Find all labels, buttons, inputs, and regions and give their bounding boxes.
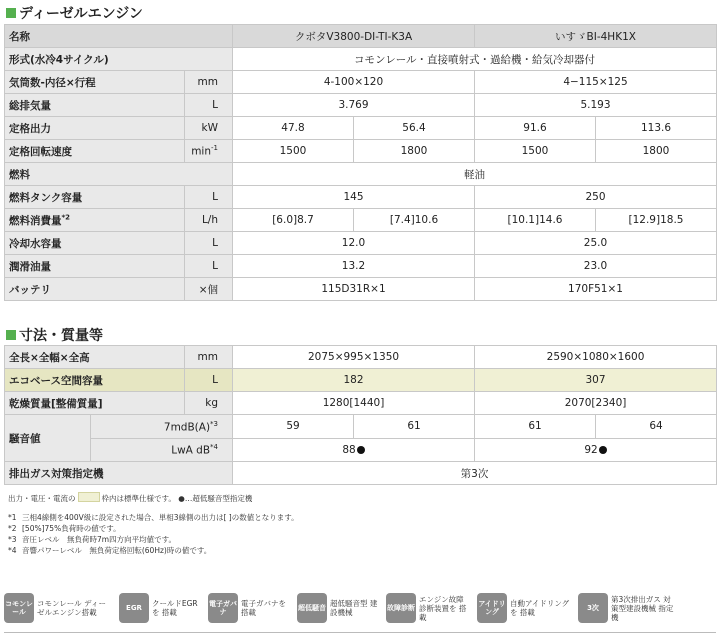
row-label-cylinders: 気筒数-内径×行程: [5, 71, 185, 94]
model-1-name: クボタV3800-DI-TI-K3A: [233, 25, 475, 48]
value-cell: [12.9]18.5: [596, 209, 717, 232]
diagnosis-icon: 故障診断: [386, 593, 416, 623]
row-label-eco-base: エコベース空間容量: [5, 369, 185, 392]
table-row: [5, 117, 717, 140]
unit-cell: kW: [185, 117, 233, 140]
footnotes: [8, 492, 299, 556]
table-row: [5, 346, 717, 369]
low-noise-dot-icon: [599, 446, 607, 454]
value-cell: [7.4]10.6: [354, 209, 475, 232]
egr-icon: EGR: [119, 593, 149, 623]
value-cell: 4-100×120: [233, 71, 475, 94]
table-row: [5, 140, 717, 163]
feature-diagnosis: 故障診断 エンジン故障 診断装置を 搭載: [387, 594, 467, 622]
value-cell: 25.0: [475, 232, 717, 255]
common-rail-icon: コモンレール: [4, 593, 34, 623]
dimension-spec-table: [4, 345, 717, 485]
row-label-type: 形式(水冷4サイクル): [5, 48, 233, 71]
feature-icons-row: [4, 588, 716, 628]
footnote-item: *1 三相4線側を400V級に設定された場合、単相3線側の出力は[ ]の数値となります。: [8, 513, 299, 522]
unit-text: 7mdB(A): [163, 421, 211, 433]
unit-cell: L: [185, 255, 233, 278]
row-label-fuel-tank: 燃料タンク容量: [5, 186, 185, 209]
feature-low-noise: 超低騒音 超低騒音型 建設機械: [297, 593, 378, 623]
governor-icon: 電子ガバナ: [208, 593, 238, 623]
row-label-noise: 騒音値: [5, 415, 91, 462]
section-square-icon: [6, 8, 16, 18]
feature-common-rail: コモンレール コモンレール ディーゼルエンジン搭載: [4, 593, 111, 623]
unit-cell: L: [185, 186, 233, 209]
table-row: [5, 48, 717, 71]
auto-idle-icon: アイドリング: [477, 593, 507, 623]
feature-egr: EGR クールドEGRを 搭載: [119, 593, 200, 623]
section-square-icon: [6, 330, 16, 340]
table-row: [5, 71, 717, 94]
table-row: [5, 255, 717, 278]
row-label-weight: 乾燥質量[整備質量]: [5, 392, 185, 415]
unit-cell: L: [185, 94, 233, 117]
table-row: [5, 163, 717, 186]
table-row: [5, 209, 717, 232]
value-cell: 113.6: [596, 117, 717, 140]
value-cell: 64: [596, 415, 717, 439]
table-row: [5, 232, 717, 255]
value-cell: 3.769: [233, 94, 475, 117]
unit-cell: kg: [185, 392, 233, 415]
unit-cell: [91, 438, 233, 462]
value-cell: 2590×1080×1600: [475, 346, 717, 369]
value-cell: [233, 438, 475, 462]
value-cell: 4−115×125: [475, 71, 717, 94]
value-cell: 170F51×1: [475, 278, 717, 301]
row-label-battery: バッテリ: [5, 278, 185, 301]
row-label-lube-oil: 潤滑油量: [5, 255, 185, 278]
unit-cell: mm: [185, 346, 233, 369]
row-label-emission: 排出ガス対策指定機: [5, 462, 233, 485]
value-cell: [475, 438, 717, 462]
fuel-value: 軽油: [233, 163, 717, 186]
table-row: [5, 415, 717, 439]
value-text: 88: [342, 443, 356, 456]
value-cell: 145: [233, 186, 475, 209]
footnote-item: *3 音圧レベル 無負荷時7m四方向平均値です。: [8, 535, 176, 544]
row-label-size: 全長×全幅×全高: [5, 346, 185, 369]
value-cell: 61: [475, 415, 596, 439]
feature-governor: 電子ガバナ 電子ガバナを 搭載: [208, 593, 289, 623]
feature-emission-3: 3次 第3次排出ガス 対策型建設機械 指定機: [578, 593, 675, 623]
unit-cell: mm: [185, 71, 233, 94]
label-text: 燃料消費量: [9, 214, 62, 227]
engine-spec-table: [4, 24, 717, 301]
unit-cell: [185, 140, 233, 163]
unit-cell: L: [185, 369, 233, 392]
low-noise-icon: 超低騒音: [297, 593, 327, 623]
table-row: [5, 94, 717, 117]
value-cell: 2075×995×1350: [233, 346, 475, 369]
legend-swatch: [78, 492, 100, 502]
value-cell: 182: [233, 369, 475, 392]
unit-cell: L: [185, 232, 233, 255]
row-label-fuel: 燃料: [5, 163, 233, 186]
legend-line: 出力・電圧・電流の 枠内は標準仕様です。 ●…超低騒音型指定機: [8, 494, 253, 503]
bottom-divider: [4, 632, 716, 633]
value-cell: 1800: [354, 140, 475, 163]
table-row: [5, 186, 717, 209]
footnote-item: *2 [50%]75%負荷時の値です。: [8, 524, 121, 533]
unit-superscript: -1: [211, 144, 218, 153]
value-cell: 59: [233, 415, 354, 439]
table-row: [5, 278, 717, 301]
value-cell: 1800: [596, 140, 717, 163]
value-cell: 23.0: [475, 255, 717, 278]
row-label-rated-speed: 定格回転速度: [5, 140, 185, 163]
section-title-dimensions: 寸法・質量等: [6, 325, 103, 345]
value-cell: 12.0: [233, 232, 475, 255]
unit-superscript: *4: [210, 443, 219, 451]
value-cell: 56.4: [354, 117, 475, 140]
low-noise-dot-icon: [357, 446, 365, 454]
table-row: [5, 392, 717, 415]
engine-type-value: コモンレール・直接噴射式・過給機・給気冷却器付: [233, 48, 717, 71]
table-row: [5, 462, 717, 485]
feature-auto-idle: アイドリング 自動アイドリングを 搭載: [477, 593, 570, 623]
value-cell: 47.8: [233, 117, 354, 140]
row-label-fuel-consumption: [5, 209, 185, 232]
value-cell: 250: [475, 186, 717, 209]
emission-3-icon: 3次: [578, 593, 608, 623]
value-text: 92: [584, 443, 598, 456]
value-cell: 2070[2340]: [475, 392, 717, 415]
row-label-coolant: 冷却水容量: [5, 232, 185, 255]
unit-text: min: [191, 145, 212, 158]
section-title-engine: ディーゼルエンジン: [6, 3, 143, 23]
value-cell: 5.193: [475, 94, 717, 117]
value-cell: 91.6: [475, 117, 596, 140]
unit-text: LwA dB: [171, 444, 211, 457]
unit-cell: L/h: [185, 209, 233, 232]
table-row: [5, 25, 717, 48]
unit-cell: [91, 415, 233, 439]
value-cell: 61: [354, 415, 475, 439]
row-label-displacement: 総排気量: [5, 94, 185, 117]
model-2-name: いすゞBI-4HK1X: [475, 25, 717, 48]
table-row: [5, 438, 717, 462]
unit-cell: ×個: [185, 278, 233, 301]
unit-superscript: *3: [210, 419, 219, 428]
value-cell: 115D31R×1: [233, 278, 475, 301]
value-cell: 1500: [233, 140, 354, 163]
label-superscript: *2: [61, 213, 71, 221]
table-row: [5, 369, 717, 392]
row-label-name: 名称: [5, 25, 233, 48]
value-cell: 13.2: [233, 255, 475, 278]
row-label-rated-output: 定格出力: [5, 117, 185, 140]
value-cell: [10.1]14.6: [475, 209, 596, 232]
footnote-item: *4 音響パワーレベル 無負荷定格回転(60Hz)時の値です。: [8, 546, 212, 555]
emission-value: 第3次: [233, 462, 717, 485]
value-cell: 1280[1440]: [233, 392, 475, 415]
value-cell: 307: [475, 369, 717, 392]
value-cell: [6.0]8.7: [233, 209, 354, 232]
value-cell: 1500: [475, 140, 596, 163]
